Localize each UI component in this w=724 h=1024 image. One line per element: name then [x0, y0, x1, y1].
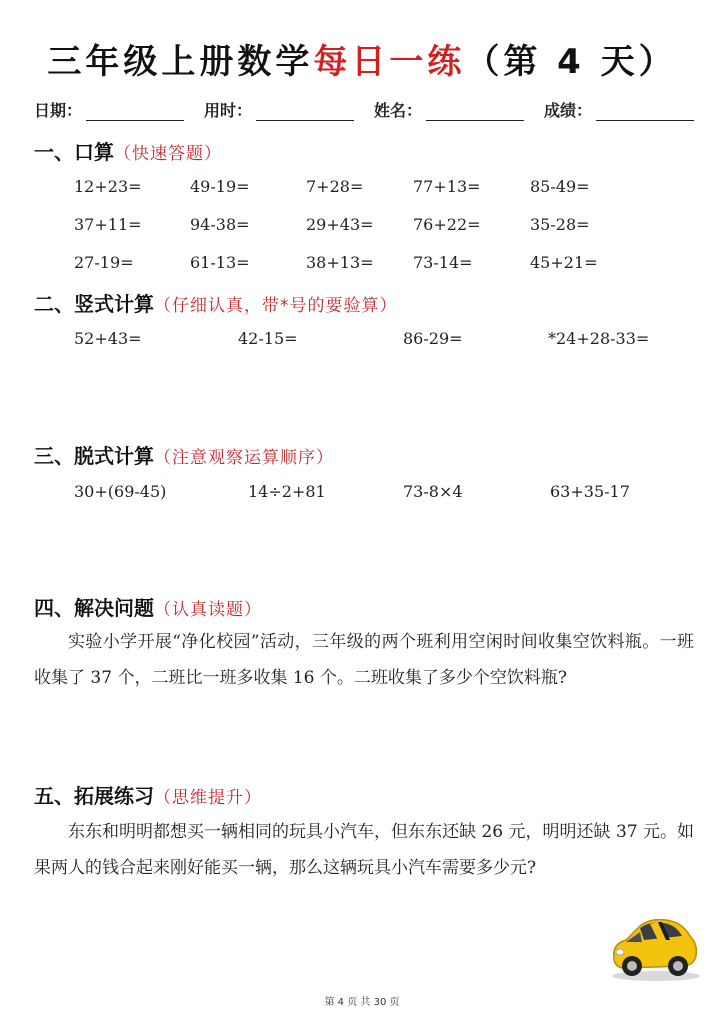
- section-label: 一、口算: [34, 140, 114, 164]
- info-bar: [34, 98, 694, 121]
- oral-problem: 37+11=: [74, 215, 142, 234]
- section-extension-title: [34, 780, 262, 809]
- vertical-problem: 86-29=: [403, 329, 463, 348]
- oral-problem: 7+28=: [306, 177, 364, 196]
- section-hint: （仔细认真，带*号的要验算）: [154, 296, 398, 316]
- stepwise-problem: 30+(69-45): [74, 482, 167, 501]
- section-hint: （快速答题）: [114, 144, 222, 164]
- time-blank[interactable]: [256, 102, 354, 121]
- section-hint: （认真读题）: [154, 600, 262, 620]
- section-label: 四、解决问题: [34, 596, 154, 620]
- section-stepwise-title: [34, 440, 334, 469]
- time-label: 用时：: [203, 101, 252, 120]
- oral-problem: 49-19=: [190, 177, 250, 196]
- score-field[interactable]: [544, 98, 694, 121]
- date-field[interactable]: [34, 98, 184, 121]
- title-main: 三年级上册数学: [47, 42, 314, 82]
- section-hint: （注意观察运算顺序）: [154, 448, 334, 468]
- name-field[interactable]: [374, 98, 524, 121]
- name-label: 姓名：: [373, 101, 422, 120]
- oral-problem: 85-49=: [530, 177, 590, 196]
- section-label: 五、拓展练习: [34, 784, 154, 808]
- vertical-problem: *24+28-33=: [548, 329, 650, 348]
- section-hint: （思维提升）: [154, 788, 262, 808]
- stepwise-problem: 73-8×4: [403, 482, 463, 501]
- section-vertical-title: [34, 288, 398, 317]
- date-blank[interactable]: [86, 102, 184, 121]
- time-field[interactable]: [204, 98, 354, 121]
- name-blank[interactable]: [426, 102, 524, 121]
- oral-problem: 73-14=: [413, 253, 473, 272]
- score-label: 成绩：: [543, 101, 592, 120]
- oral-problem: 45+21=: [530, 253, 598, 272]
- oral-problem: 61-13=: [190, 253, 250, 272]
- section-problem-title: [34, 592, 262, 621]
- oral-problem: 27-19=: [74, 253, 134, 272]
- score-blank[interactable]: [596, 102, 694, 121]
- section-oral-title: [34, 136, 222, 165]
- oral-problem: 76+22=: [413, 215, 481, 234]
- section-label: 二、竖式计算: [34, 292, 154, 316]
- stepwise-problem: 14÷2+81: [248, 482, 326, 501]
- oral-problem: 12+23=: [74, 177, 142, 196]
- vertical-problem: 42-15=: [238, 329, 298, 348]
- stepwise-problem: 63+35-17: [550, 482, 630, 501]
- oral-problem: 35-28=: [530, 215, 590, 234]
- word-problem-text: 实验小学开展“净化校园”活动，三年级的两个班利用空闲时间收集空饮料瓶。一班收集了 37 个，二班比一班多收集 16 个。二班收集了多少个空饮料瓶?: [34, 632, 694, 688]
- title-day: （第 4 天）: [465, 42, 677, 82]
- vertical-problem: 52+43=: [74, 329, 142, 348]
- date-label: 日期：: [34, 101, 83, 120]
- oral-problem: 29+43=: [306, 215, 374, 234]
- oral-problem: 94-38=: [190, 215, 250, 234]
- section-label: 三、脱式计算: [34, 444, 154, 468]
- oral-problem: 38+13=: [306, 253, 374, 272]
- toy-car-icon: [606, 910, 702, 982]
- title-highlight: 每日一练: [313, 42, 466, 82]
- oral-problem: 77+13=: [413, 177, 481, 196]
- extension-problem-text: 东东和明明都想买一辆相同的玩具小汽车，但东东还缺 26 元，明明还缺 37 元。如果两人的钱合起来刚好能买一辆，那么这辆玩具小汽车需要多少元?: [34, 822, 694, 878]
- page-title: [0, 34, 724, 83]
- page-number: 第 4 页 共 30 页: [324, 997, 400, 1008]
